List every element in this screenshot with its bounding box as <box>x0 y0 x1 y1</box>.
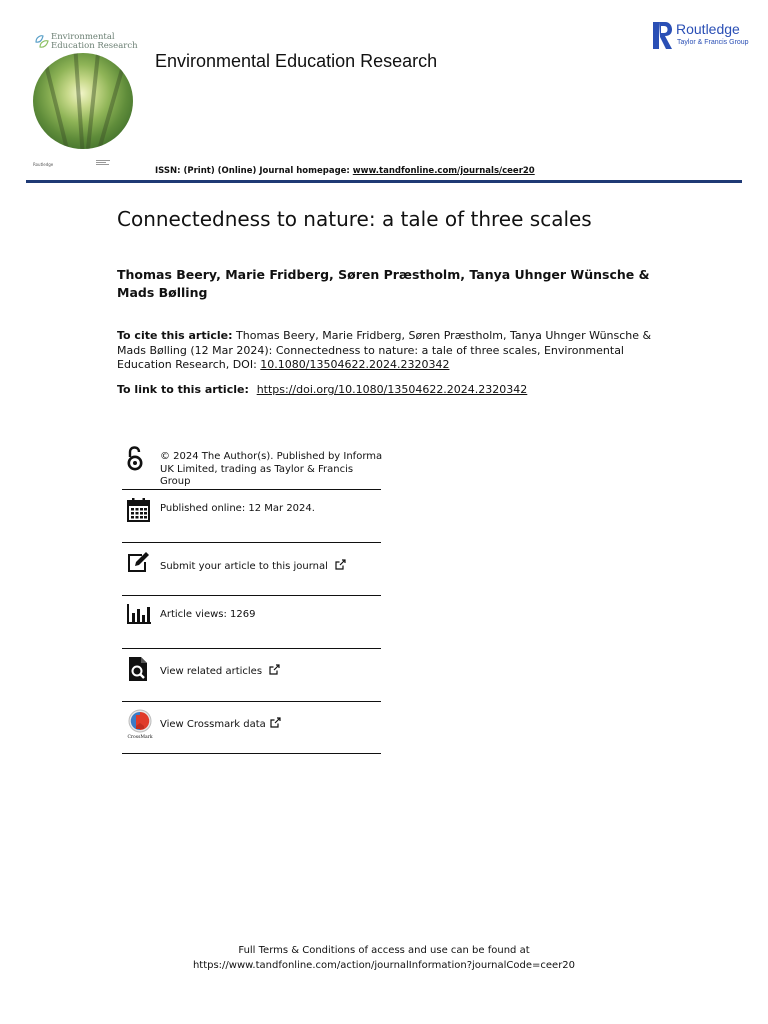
article-views-item <box>122 601 381 647</box>
crossmark-link[interactable] <box>122 707 381 753</box>
article-doi-url[interactable]: https://doi.org/10.1080/13504622.2024.2320342 <box>256 383 528 396</box>
published-date: Published online: 12 Mar 2024. <box>160 503 315 514</box>
publisher-name: Routledge <box>676 21 740 37</box>
published-date-item <box>122 495 381 541</box>
link-label: To link to this article: <box>117 383 253 396</box>
publisher-subtitle: Taylor & Francis Group <box>677 39 749 46</box>
related-articles-label: View related articles <box>160 666 263 677</box>
search-document-icon <box>126 656 152 682</box>
journal-cover-logo <box>34 33 138 51</box>
leaf-icon <box>34 34 50 50</box>
crossmark-label: View Crossmark data <box>160 719 266 730</box>
publisher-logo[interactable] <box>653 21 753 49</box>
journal-homepage-link[interactable]: www.tandfonline.com/journals/ceer20 <box>352 166 535 176</box>
crossmark-caption: CrossMark <box>127 735 153 739</box>
article-authors: Thomas Beery, Marie Fridberg, Søren Præstholm, Tanya Uhnger Wünsche & Mads Bølling <box>117 267 650 300</box>
routledge-r-icon <box>653 22 673 49</box>
footer <box>0 943 768 973</box>
cover-logo-line1: Environmental <box>51 32 115 42</box>
edit-icon <box>126 550 152 576</box>
submit-article-link[interactable] <box>122 548 381 594</box>
cover-publisher-mark: Routledge <box>33 162 54 167</box>
cover-image <box>33 53 133 149</box>
issn-label: ISSN: (Print) (Online) Journal homepage: <box>155 166 353 176</box>
article-title: Connectedness to nature: a tale of three scales <box>117 207 592 231</box>
doi-link[interactable]: 10.1080/13504622.2024.2320342 <box>260 358 450 371</box>
bar-chart-icon <box>126 602 152 628</box>
footer-terms-url[interactable]: https://www.tandfonline.com/action/journalInformation?journalCode=ceer20 <box>192 960 576 971</box>
issn-line <box>155 166 535 176</box>
related-articles-link[interactable] <box>122 654 381 700</box>
divider <box>122 701 381 702</box>
cover-fine-print <box>96 159 116 166</box>
journal-title: Environmental Education Research <box>155 51 438 71</box>
divider <box>122 542 381 543</box>
cite-text: Thomas Beery, Marie Fridberg, Søren Præstholm, Tanya Uhnger Wünsche & Mads Bølling (12 Mar 2024): Connectedness to nature: a tale of three scales, Environmental Education Research, DOI: <box>117 329 652 371</box>
submit-article-label: Submit your article to this journal <box>160 561 328 572</box>
external-link-icon <box>335 559 346 570</box>
cite-label: To cite this article: <box>117 329 233 342</box>
calendar-icon <box>126 497 152 523</box>
header-rule <box>26 180 742 183</box>
divider <box>122 489 381 490</box>
open-access-icon <box>124 446 146 472</box>
cover-logo-line2: Education Research <box>51 41 138 51</box>
divider <box>122 648 381 649</box>
footer-terms-text: Full Terms & Conditions of access and use can be found at <box>238 945 530 956</box>
license-line-3: Group <box>160 476 191 487</box>
crossmark-icon <box>126 709 154 739</box>
license-line-1: © 2024 The Author(s). Published by Informa <box>160 451 383 462</box>
divider <box>122 753 381 754</box>
license-line-2: UK Limited, trading as Taylor & Francis <box>160 463 354 475</box>
divider <box>122 595 381 596</box>
citation <box>117 329 657 373</box>
external-link-icon <box>270 717 281 728</box>
license-info <box>122 444 381 490</box>
article-views: Article views: 1269 <box>160 609 256 620</box>
article-link-line <box>117 383 657 396</box>
external-link-icon <box>269 664 280 675</box>
